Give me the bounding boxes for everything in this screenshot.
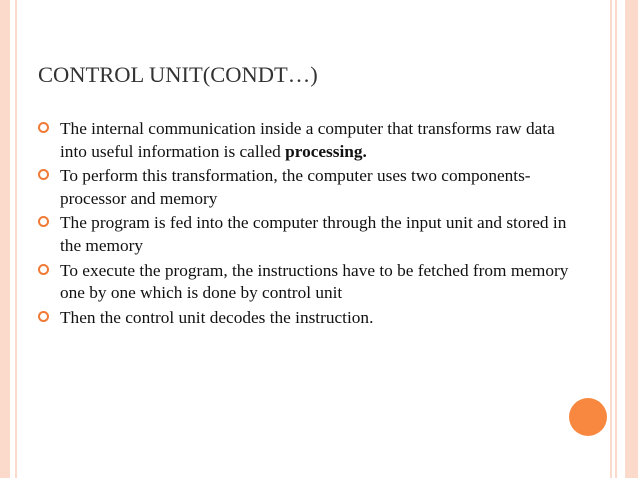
bullet-text: To execute the program, the instructions have to be fetched from memory one by one which is done by control unit	[60, 260, 569, 303]
circle-bullet-icon	[38, 169, 49, 180]
slide-title: CONTROL UNIT(CONDT…)	[38, 62, 318, 87]
bullet-text: Then the control unit decodes the instruction.	[60, 307, 374, 327]
bullet-item	[38, 212, 583, 257]
bullet-list	[38, 118, 583, 331]
left-decor-bar	[0, 0, 10, 478]
right-decor-line-1	[610, 0, 612, 478]
bullet-text: To perform this transformation, the computer uses two components- processor and memory	[60, 166, 531, 208]
bullet-item	[38, 307, 583, 330]
bullet-item	[38, 118, 583, 163]
circle-bullet-icon	[38, 311, 49, 322]
orange-circle-icon	[569, 398, 607, 436]
bullet-text: The internal communication inside a computer that transforms raw data into useful information is called	[60, 119, 555, 161]
left-decor-line	[15, 0, 17, 478]
circle-bullet-icon	[38, 122, 49, 133]
bullet-text: The program is fed into the computer through the input unit and stored in the memory	[60, 213, 567, 255]
bullet-item	[38, 165, 583, 210]
bullet-bold-text: processing.	[285, 141, 367, 161]
right-decor-bar	[625, 0, 638, 478]
bullet-item	[38, 260, 583, 305]
circle-bullet-icon	[38, 216, 49, 227]
circle-bullet-icon	[38, 264, 49, 275]
right-decor-line-2	[615, 0, 617, 478]
